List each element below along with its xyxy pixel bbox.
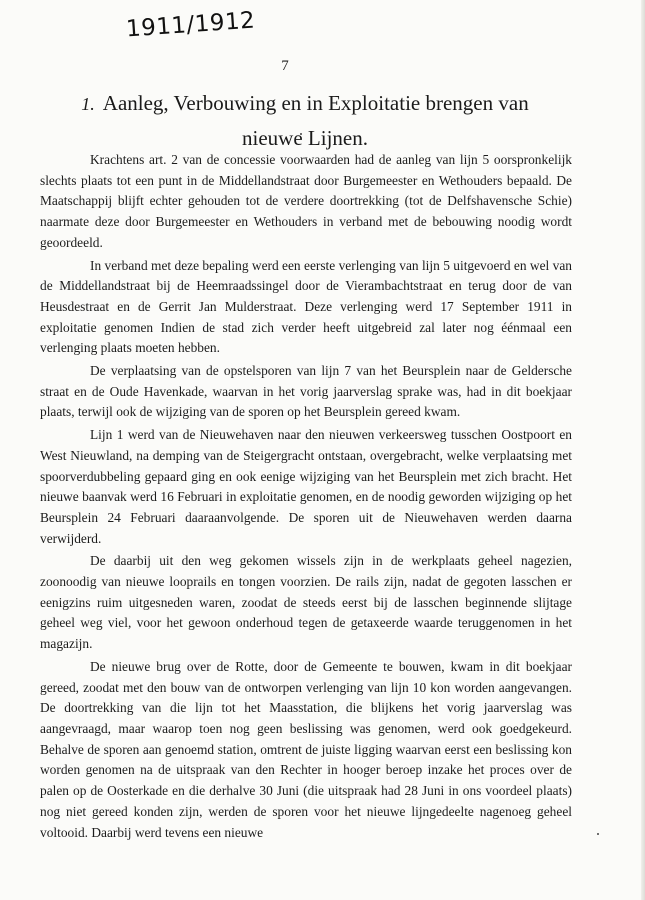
paragraph: Lijn 1 werd van de Nieuwehaven naar den nieuwen verkeersweg tusschen Oostpoort en West Nieuwland, na demping van de Steigergracht ontstaan, overgebracht, welke verplaatsing met spoorverdubbeling gepaard ging en ook eenige wijziging van het Beursplein met zich bracht. Het nieuwe baanvak werd 16 Februari in exploitatie genomen, en de noodig geworden wijziging op het Beursplein 24 Februari daaraanvolgende. De sporen uit de Nieuwehaven werden daarna verwijderd. bbox=[40, 427, 572, 546]
document-body bbox=[40, 150, 572, 843]
paragraph: In verband met deze bepaling werd een eerste verlenging van lijn 5 uitgevoerd en wel van de Middellandstraat bij de Heemraadssingel door de Vierambachtstraat en terug door de van Heusdestraat en de Gerrit Jan Mulderstraat. Deze verlenging werd 17 September 1911 in exploitatie genomen Indien de stad zich verder heeft uitgebreid zal later nog éénmaal een verlenging plaats moeten hebben. bbox=[40, 257, 572, 356]
scan-edge bbox=[641, 0, 645, 900]
scan-speck bbox=[597, 833, 599, 835]
paragraph: De verplaatsing van de opstelsporen van lijn 7 van het Beursplein naar de Geldersche straat en de Oude Havenkade, waarvan in het vorig jaarverslag sprake was, had in dit boekjaar plaats, terwijl ook de wijziging van de sporen op het Beursplein gereed kwam. bbox=[40, 363, 572, 420]
paragraph: De nieuwe brug over de Rotte, door de Gemeente te bouwen, kwam in dit boekjaar gereed, zoodat met den bouw van de ontworpen verlenging van lijn 10 kon worden aangevangen. De doortrekking van die lijn tot het Maasstation, die blijkens het vorig jaarverslag was aangevraagd, maar waarop toen nog geen beslissing was genomen, werd ook goedgekeurd. Behalve de sporen aan genoemd station, omtrent de juiste ligging waarvan eerst een beslissing kon worden genomen na de uitspraak van den Rechter in hooger beroep inzake het proces over de palen op de Oosterkade en die derhalve 30 Juni (die uitspraak had 28 Juni in ons voordeel plaats) nog niet gereed konden zijn, werden de sporen voor het nieuwe lijngedeelte nagenoeg geheel voltooid. Daarbij werd tevens een nieuwe bbox=[40, 658, 572, 840]
section-heading bbox=[55, 86, 555, 155]
section-title: Aanleg, Verbouwing en in Exploitatie brengen van nieuwe Lijnen. bbox=[102, 91, 529, 150]
paragraph: Krachtens art. 2 van de concessie voorwaarden had de aanleg van lijn 5 oorspronkelijk slechts plaats tot een punt in de Middellandstraat door Burgemeester en Wethouders bepaald. De Maatschappij blijft echter gehouden tot de verdere doortrekking (tot de Delfshavensche Schie) naarmate deze door Burgemeester en Wethouders in verband met de bebouwing noodig wordt geoordeeld. bbox=[40, 152, 572, 250]
page-number: 7 bbox=[281, 58, 289, 74]
paragraph: De daarbij uit den weg gekomen wissels zijn in de werkplaats geheel nagezien, zoonoodig van nieuwe looprails en tongen voorzien. De rails zijn, nadat de gegoten lasschen er eenigzins ruim uitgesneden waren, zoodat de steeds eerst bij de lasschen beginnende slijtage geheel weg viel, voor het gewoon onderhoud tegen de getaxeerde waarde teruggenomen in het magazijn. bbox=[40, 553, 572, 652]
handwritten-year-annotation: 1911/1912 bbox=[125, 7, 257, 43]
section-number: 1. bbox=[81, 94, 95, 114]
